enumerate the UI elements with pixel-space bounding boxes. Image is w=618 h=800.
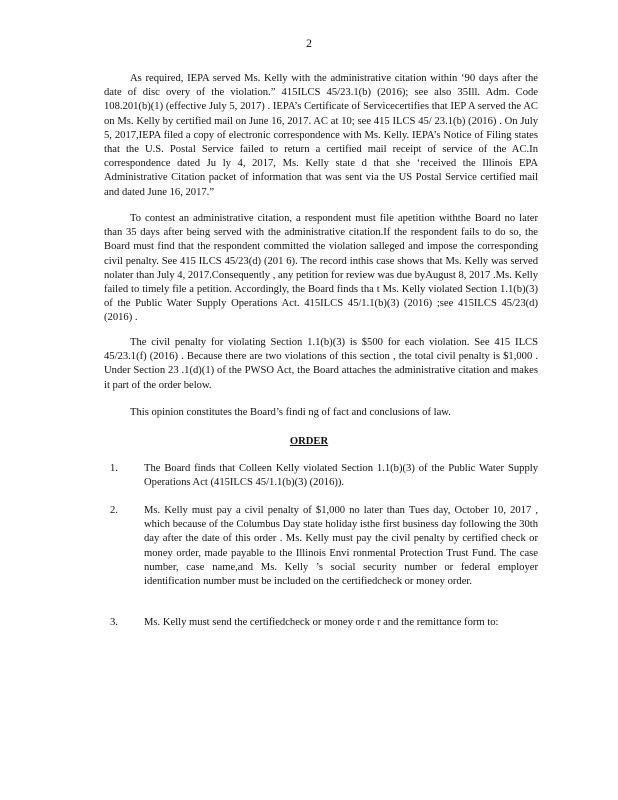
order-heading: ORDER	[289, 436, 329, 447]
paragraph-opinion: This opinion constitutes the Board’s findi ng of fact and conclusions of law.	[130, 407, 451, 418]
paragraph-service: As required, IEPA served Ms. Kelly with the administrative citation within ‘90 days after the date of disc overy of the violation.” 415ILCS 45/23.1(b) (2016); see also 35Ill. Adm. Code 108.201(b)(1) (effective July 5, 2017) . IEPA’s Certificate of Servicecertifies that IEP A served the AC on Ms. Kelly by certified mail on June 16, 2017. AC at 10; see 415 ILCS 45/ 23.1(b) (2016) . On July 5, 2017,IEPA filed a copy of electronic correspondence with Ms. Kelly. IEPA’s Notice of Filing states that the U.S. Postal Service failed to return a certified mail receipt of service of the AC.In correspondence dated Ju ly 4, 2017, Ms. Kelly state d that she ‘received the Illinois EPA Administrative Citation packet of information that was sent via the US Postal Service certified mail and dated June 16, 2017.”	[104, 73, 538, 198]
order-item-number: 3.	[110, 617, 118, 628]
order-item-text: The Board finds that Colleen Kelly violated Section 1.1(b)(3) of the Public Water Supply Operations Act (415ILCS 45/1.1(b)(3) (2016)).	[144, 463, 538, 489]
page-number: 2	[306, 36, 312, 50]
order-item	[104, 616, 538, 630]
order-item-number: 1.	[110, 463, 118, 474]
order-item-text: Ms. Kelly must send the certifiedcheck or money orde r and the remittance form to:	[144, 617, 499, 628]
paragraph-contest: To contest an administrative citation, a respondent must file apetition withthe Board no later than 35 days after being served with the administrative citation.If the respondent fails to do so, the Board must find that the respondent committed the violation salleged and impose the corresponding civil penalty. See 415 ILCS 45/23(d) (201 6). The record inthis case shows that Ms. Kelly was served nolater than July 4, 2017.Consequently , any petition for review was due byAugust 8, 2017 .Ms. Kelly failed to timely file a petition. Accordingly, the Board finds tha t Ms. Kelly violated Section 1.1(b)(3) of the Public Water Supply Operations Act. 415ILCS 45/1.1(b)(3) (2016) ;see 415ILCS 45/23(d) (2016) .	[104, 213, 538, 324]
order-item-number: 2.	[110, 505, 118, 516]
order-item-text: Ms. Kelly must pay a civil penalty of $1,000 no later than Tues day, October 10, 2017 , which because of the Columbus Day state holiday isthe first business day following the 30th day after the date of this order . Ms. Kelly must pay the civil penalty by certified check or money order, made payable to the Illinois Envi ronmental Protection Trust Fund. The case number, case name,and Ms. Kelly ’s social security number or federal employer identification number must be included on the certifiedcheck or money order.	[144, 505, 538, 588]
order-item	[104, 504, 538, 589]
paragraph-penalty: The civil penalty for violating Section 1.1(b)(3) is $500 for each violation. See 415 ILCS 45/23.1(f) (2016) . Because there are two violations of this section , the total civil penalty is $1,000 . Under Section 23 .1(d)(1) of the PWSO Act, the Board attaches the administrative citation and makes it part of the order below.	[104, 337, 538, 391]
order-item	[104, 462, 538, 490]
